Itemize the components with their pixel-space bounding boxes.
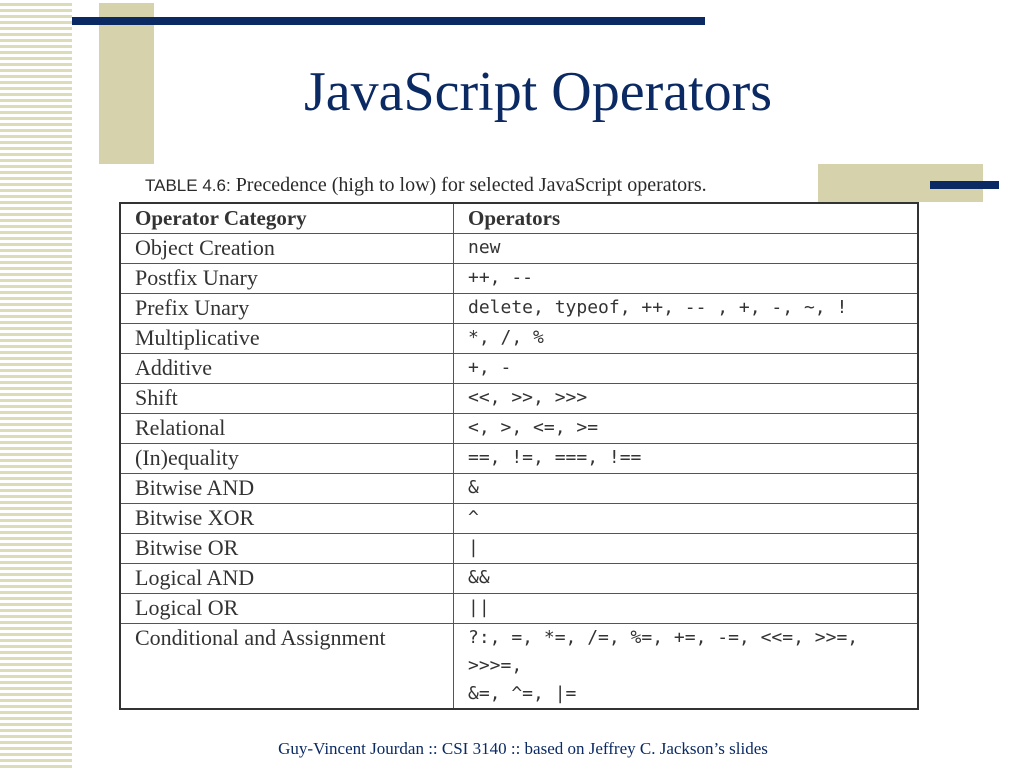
table-caption-label: TABLE 4.6: — [145, 176, 231, 195]
operators-cell: ^ — [454, 504, 919, 534]
table-row — [120, 504, 918, 534]
slide-footer: Guy-Vincent Jourdan :: CSI 3140 :: based on Jeffrey C. Jackson’s slides — [278, 739, 768, 758]
operators-cell: && — [454, 564, 919, 594]
table-row — [120, 234, 918, 264]
operators-cell: ==, !=, ===, !== — [454, 444, 919, 474]
category-cell: Logical AND — [120, 564, 454, 594]
table-row — [120, 594, 918, 624]
category-cell: Conditional and Assignment — [120, 624, 454, 710]
table-row — [120, 354, 918, 384]
table-header-row — [120, 203, 918, 234]
operator-precedence-table — [119, 202, 919, 710]
category-cell: Postfix Unary — [120, 264, 454, 294]
category-cell: Relational — [120, 414, 454, 444]
decorative-right-bar — [930, 181, 999, 189]
operators-cell: ++, -- — [454, 264, 919, 294]
operators-cell: new — [454, 234, 919, 264]
table-row — [120, 564, 918, 594]
category-cell: Shift — [120, 384, 454, 414]
table-caption-text: Precedence (high to low) for selected JavaScript operators. — [230, 174, 707, 196]
operators-line-1: ?:, =, *=, /=, %=, +=, -=, <<=, >>=, >>>=, — [468, 627, 859, 676]
table-row — [120, 534, 918, 564]
category-cell: (In)equality — [120, 444, 454, 474]
table-row — [120, 294, 918, 324]
category-cell: Object Creation — [120, 234, 454, 264]
decorative-tan-block-left — [99, 3, 154, 164]
operators-cell: delete, typeof, ++, -- , +, -, ~, ! — [454, 294, 919, 324]
header-operator-category: Operator Category — [120, 203, 454, 234]
category-cell: Bitwise XOR — [120, 504, 454, 534]
header-operators: Operators — [454, 203, 919, 234]
operators-cell: *, /, % — [454, 324, 919, 354]
operators-cell: +, - — [454, 354, 919, 384]
table-row — [120, 414, 918, 444]
category-cell: Multiplicative — [120, 324, 454, 354]
category-cell: Logical OR — [120, 594, 454, 624]
left-striped-border — [0, 0, 72, 768]
table-row — [120, 444, 918, 474]
table-caption — [145, 174, 905, 197]
operators-cell: | — [454, 534, 919, 564]
table-row — [120, 324, 918, 354]
table-row — [120, 384, 918, 414]
category-cell: Prefix Unary — [120, 294, 454, 324]
decorative-top-bar — [72, 17, 705, 25]
operators-cell: <<, >>, >>> — [454, 384, 919, 414]
category-cell: Additive — [120, 354, 454, 384]
table-row — [120, 624, 918, 710]
operators-cell: <, >, <=, >= — [454, 414, 919, 444]
operators-cell-multiline — [454, 624, 919, 710]
category-cell: Bitwise AND — [120, 474, 454, 504]
category-cell: Bitwise OR — [120, 534, 454, 564]
table-row — [120, 474, 918, 504]
operators-cell: & — [454, 474, 919, 504]
table-row — [120, 264, 918, 294]
operators-line-2: &=, ^=, |= — [468, 683, 577, 704]
operators-cell: || — [454, 594, 919, 624]
slide-title: JavaScript Operators — [304, 61, 773, 123]
